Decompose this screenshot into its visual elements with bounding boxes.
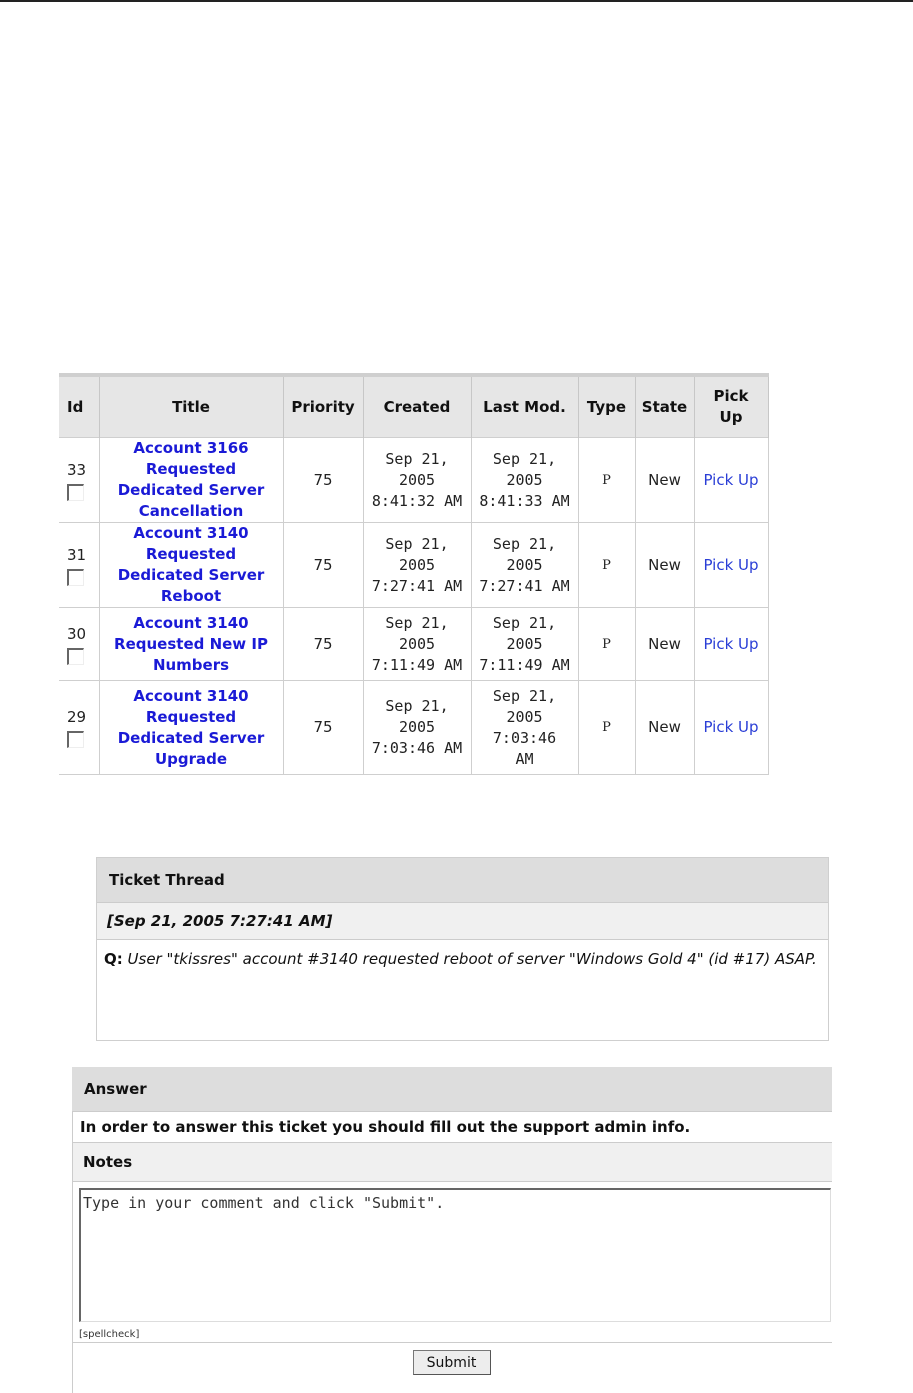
col-header-id[interactable]: Id <box>59 375 99 438</box>
ticket-title-link[interactable]: Account 3166 Requested Dedicated Server Cancellation <box>117 439 265 520</box>
table-row <box>59 681 768 775</box>
table-row <box>59 438 768 523</box>
table-row <box>59 523 768 608</box>
ticket-type: P <box>578 608 635 681</box>
ticket-id: 31 <box>67 545 87 564</box>
ticket-title-cell <box>99 681 283 775</box>
answer-info-text: In order to answer this ticket you should fill out the support admin info. <box>72 1112 832 1143</box>
thread-message <box>97 940 828 971</box>
pick-up-link[interactable]: Pick Up <box>703 718 759 736</box>
ticket-priority: 75 <box>283 608 363 681</box>
ticket-title-cell <box>99 523 283 608</box>
submit-row <box>72 1342 832 1393</box>
spellcheck-link[interactable]: [spellcheck] <box>79 1329 140 1340</box>
pick-up-cell <box>694 523 768 608</box>
notes-heading: Notes <box>72 1143 832 1182</box>
thread-timestamp: [Sep 21, 2005 7:27:41 AM] <box>97 903 828 940</box>
tickets-table <box>59 373 768 775</box>
col-header-state[interactable]: State <box>635 375 694 438</box>
submit-button[interactable]: Submit <box>413 1350 491 1375</box>
ticket-title-link[interactable]: Account 3140 Requested Dedicated Server Upgrade <box>117 686 265 768</box>
notes-field-wrap <box>72 1182 832 1342</box>
ticket-title-cell <box>99 608 283 681</box>
pick-up-cell <box>694 608 768 681</box>
ticket-thread-panel <box>96 857 829 1041</box>
ticket-id: 30 <box>67 624 87 643</box>
col-header-pick-up: Pick Up <box>694 375 768 438</box>
ticket-created: Sep 21, 2005 7:03:46 AM <box>363 681 471 775</box>
ticket-id-cell <box>59 523 99 608</box>
question-label: Q: <box>104 950 123 968</box>
ticket-state: New <box>635 681 694 775</box>
col-header-title[interactable]: Title <box>99 375 283 438</box>
ticket-created: Sep 21, 2005 7:11:49 AM <box>363 608 471 681</box>
col-header-type[interactable]: Type <box>578 375 635 438</box>
ticket-title-link[interactable]: Account 3140 Requested New IP Numbers <box>114 613 268 674</box>
pick-up-cell <box>694 681 768 775</box>
pick-up-cell <box>694 438 768 523</box>
table-header-row <box>59 375 768 438</box>
ticket-created: Sep 21, 2005 8:41:32 AM <box>363 438 471 523</box>
ticket-priority: 75 <box>283 681 363 775</box>
notes-textarea[interactable] <box>79 1188 831 1322</box>
ticket-last-mod: Sep 21, 2005 7:27:41 AM <box>471 523 578 608</box>
pick-up-link[interactable]: Pick Up <box>703 470 759 489</box>
pick-up-link[interactable]: Pick Up <box>703 555 759 574</box>
pick-up-link[interactable]: Pick Up <box>703 634 759 653</box>
answer-heading: Answer <box>72 1067 832 1112</box>
ticket-priority: 75 <box>283 523 363 608</box>
ticket-id-cell <box>59 608 99 681</box>
ticket-last-mod: Sep 21, 2005 8:41:33 AM <box>471 438 578 523</box>
ticket-type: P <box>578 681 635 775</box>
ticket-created: Sep 21, 2005 7:27:41 AM <box>363 523 471 608</box>
ticket-id: 33 <box>67 460 87 479</box>
ticket-state: New <box>635 608 694 681</box>
ticket-state: New <box>635 523 694 608</box>
top-rule <box>0 0 913 2</box>
col-header-created[interactable]: Created <box>363 375 471 438</box>
ticket-type: P <box>578 438 635 523</box>
answer-panel <box>72 1067 832 1385</box>
ticket-id-cell <box>59 681 99 775</box>
ticket-title-cell <box>99 438 283 523</box>
col-header-last-mod[interactable]: Last Mod. <box>471 375 578 438</box>
question-text: User "tkissres" account #3140 requested reboot of server "Windows Gold 4" (id #17) ASAP. <box>127 950 817 968</box>
ticket-state: New <box>635 438 694 523</box>
select-checkbox[interactable] <box>67 731 84 748</box>
ticket-thread-heading: Ticket Thread <box>97 858 828 903</box>
select-checkbox[interactable] <box>67 569 84 586</box>
ticket-last-mod: Sep 21, 2005 7:03:46 AM <box>471 681 578 775</box>
select-checkbox[interactable] <box>67 484 84 501</box>
ticket-title-link[interactable]: Account 3140 Requested Dedicated Server Reboot <box>117 524 265 605</box>
col-header-priority[interactable]: Priority <box>283 375 363 438</box>
ticket-last-mod: Sep 21, 2005 7:11:49 AM <box>471 608 578 681</box>
ticket-id-cell <box>59 438 99 523</box>
select-checkbox[interactable] <box>67 648 84 665</box>
table-row <box>59 608 768 681</box>
ticket-priority: 75 <box>283 438 363 523</box>
ticket-id: 29 <box>67 708 87 726</box>
ticket-type: P <box>578 523 635 608</box>
